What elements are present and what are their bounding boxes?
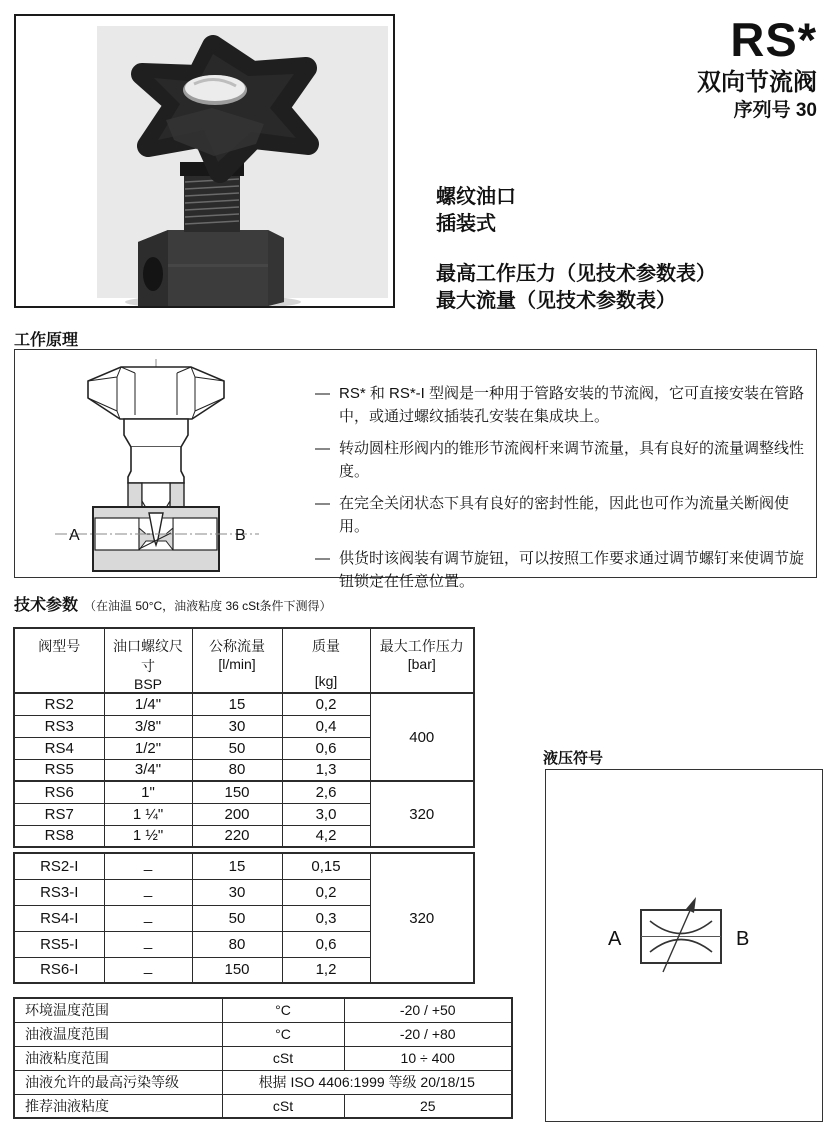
cell-model: RS5: [14, 759, 104, 781]
table-row: [14, 781, 474, 803]
product-type-title: 双向节流阀: [697, 69, 817, 96]
cell-thread: _: [104, 931, 192, 957]
cell-thread: 1/4": [104, 693, 192, 715]
cell-model: RS7: [14, 803, 104, 825]
series-number: 序列号 30: [733, 100, 817, 121]
cell-model: RS3-I: [14, 879, 104, 905]
cell-model: RS2: [14, 693, 104, 715]
cell-unit: cSt: [222, 1094, 344, 1118]
cell-flow: 220: [192, 825, 282, 847]
cell-thread: _: [104, 853, 192, 879]
cell-mass: 0,2: [282, 693, 370, 715]
cell-flow: 50: [192, 905, 282, 931]
cell-flow: 80: [192, 931, 282, 957]
working-principle-bullets: [315, 382, 815, 602]
drawing-body: [93, 507, 219, 571]
bullet-text: 供货时该阀装有调节旋钮，可以按照工作要求通过调节螺钉来使调节旋钮锁定在任意位置。: [339, 550, 805, 590]
feature-max-flow: 最大流量（见技术参数表）: [436, 290, 676, 312]
drawing-knob: [88, 367, 224, 419]
cell-flow: 200: [192, 803, 282, 825]
hydraulic-symbol-box: [545, 769, 823, 1122]
table-row: [14, 693, 474, 715]
title-block: [697, 13, 817, 121]
cell-model: RS4-I: [14, 905, 104, 931]
bullet-item: [315, 382, 815, 428]
cell-pressure-group: 400: [370, 693, 474, 781]
hydraulic-symbol-title: 液压符号: [543, 750, 604, 767]
bullet-item: [315, 437, 815, 483]
col-header-pressure: 最大工作压力 [bar]: [370, 628, 474, 693]
tech-params-table-inline: [13, 852, 475, 984]
table-row: [14, 1094, 512, 1118]
drawing-port-a-label: A: [69, 527, 80, 544]
cell-thread: 1 ¼": [104, 803, 192, 825]
cell-unit: °C: [222, 1022, 344, 1046]
cell-mass: 0,2: [282, 879, 370, 905]
cell-pressure-group: 320: [370, 781, 474, 847]
cell-model: RS4: [14, 737, 104, 759]
cell-thread: _: [104, 879, 192, 905]
bullet-text: 在完全关闭状态下具有良好的密封性能，因此也可作为流量关断阀使用。: [339, 495, 790, 535]
valve-body: [138, 230, 284, 306]
tech-params-title: [14, 592, 332, 615]
drawing-neck: [124, 419, 188, 483]
cell-thread: 1 ½": [104, 825, 192, 847]
cell-pressure-group: 320: [370, 853, 474, 983]
cell-thread: 3/8": [104, 715, 192, 737]
cell-mass: 1,2: [282, 957, 370, 983]
feature-max-pressure: 最高工作压力（见技术参数表）: [436, 263, 716, 285]
cell-thread: _: [104, 957, 192, 983]
cell-flow: 15: [192, 853, 282, 879]
col-header-model: 阀型号: [14, 628, 104, 693]
cell-flow: 80: [192, 759, 282, 781]
cell-value: -20 / +50: [344, 998, 512, 1022]
cell-unit: cSt: [222, 1046, 344, 1070]
tech-params-title-text: 技术参数: [14, 597, 79, 614]
cell-model: RS8: [14, 825, 104, 847]
cell-flow: 150: [192, 957, 282, 983]
feature-block: [436, 184, 716, 315]
cell-flow: 150: [192, 781, 282, 803]
bullet-text: 转动圆柱形阀内的锥形节流阀杆来调节流量，具有良好的流量调整线性度。: [339, 440, 805, 480]
tech-params-table: [13, 627, 475, 848]
cell-value: 25: [344, 1094, 512, 1118]
tech-params-conditions-note: （在油温 50°C，油液粘度 36 cSt条件下测得）: [84, 599, 332, 613]
bullet-dash: —: [315, 495, 330, 512]
cell-flow: 30: [192, 879, 282, 905]
throttle-arc-bottom: [650, 940, 712, 953]
cell-mass: 4,2: [282, 825, 370, 847]
table-row: [14, 853, 474, 879]
bullet-text: RS* 和 RS*-I 型阀是一种用于管路安装的节流阀，它可直接安装在管路中，或通过螺纹插装孔安装在集成块上。: [339, 385, 805, 425]
product-photo-image: [16, 16, 393, 306]
table-row: [14, 1046, 512, 1070]
cell-mass: 0,6: [282, 737, 370, 759]
cell-unit: °C: [222, 998, 344, 1022]
cell-thread: 1": [104, 781, 192, 803]
cell-mass: 3,0: [282, 803, 370, 825]
model-title: RS*: [730, 13, 817, 66]
bullet-dash: —: [315, 385, 330, 402]
table-row: [14, 1070, 512, 1094]
cell-flow: 15: [192, 693, 282, 715]
product-photo-frame: [14, 14, 395, 308]
cell-condition-label: 环境温度范围: [14, 998, 222, 1022]
cell-condition-label: 油液粘度范围: [14, 1046, 222, 1070]
cell-mass: 0,15: [282, 853, 370, 879]
bullet-dash: —: [315, 550, 330, 567]
cell-model: RS6-I: [14, 957, 104, 983]
cell-model: RS5-I: [14, 931, 104, 957]
bullet-item: [315, 492, 815, 538]
cell-thread: 1/2": [104, 737, 192, 759]
symbol-port-b-label: B: [736, 928, 750, 950]
cell-thread: 3/4": [104, 759, 192, 781]
cell-condition-label: 油液允许的最高污染等级: [14, 1070, 222, 1094]
cell-value: 根据 ISO 4406:1999 等级 20/18/15: [222, 1070, 512, 1094]
cell-flow: 30: [192, 715, 282, 737]
bullet-dash: —: [315, 440, 330, 457]
table-header-row: [14, 628, 474, 693]
cell-mass: 0,4: [282, 715, 370, 737]
table-row: [14, 1022, 512, 1046]
bullet-item: [315, 547, 815, 593]
cell-mass: 0,3: [282, 905, 370, 931]
cell-condition-label: 推荐油液粘度: [14, 1094, 222, 1118]
symbol-port-a-label: A: [608, 928, 622, 950]
valve-cross-section-drawing: [25, 353, 287, 574]
feature-cartridge: 插装式: [436, 213, 496, 235]
cell-condition-label: 油液温度范围: [14, 1022, 222, 1046]
drawing-port-b-label: B: [235, 527, 246, 544]
throttle-valve-symbol: [546, 770, 822, 1121]
cell-model: RS2-I: [14, 853, 104, 879]
col-header-mass: 质量 [kg]: [282, 628, 370, 693]
cell-model: RS3: [14, 715, 104, 737]
cell-mass: 0,6: [282, 931, 370, 957]
operating-conditions-table: [13, 997, 513, 1119]
col-header-thread: 油口螺纹尺寸 BSP: [104, 628, 192, 693]
cell-value: -20 / +80: [344, 1022, 512, 1046]
working-principle-box: [14, 349, 817, 590]
cell-flow: 50: [192, 737, 282, 759]
col-header-flow: 公称流量 [l/min]: [192, 628, 282, 693]
cell-value: 10 ÷ 400: [344, 1046, 512, 1070]
cell-mass: 2,6: [282, 781, 370, 803]
cell-model: RS6: [14, 781, 104, 803]
feature-ports: 螺纹油口: [436, 186, 516, 208]
cell-mass: 1,3: [282, 759, 370, 781]
table-row: [14, 998, 512, 1022]
working-principle-title: 工作原理: [14, 332, 79, 349]
cell-thread: _: [104, 905, 192, 931]
